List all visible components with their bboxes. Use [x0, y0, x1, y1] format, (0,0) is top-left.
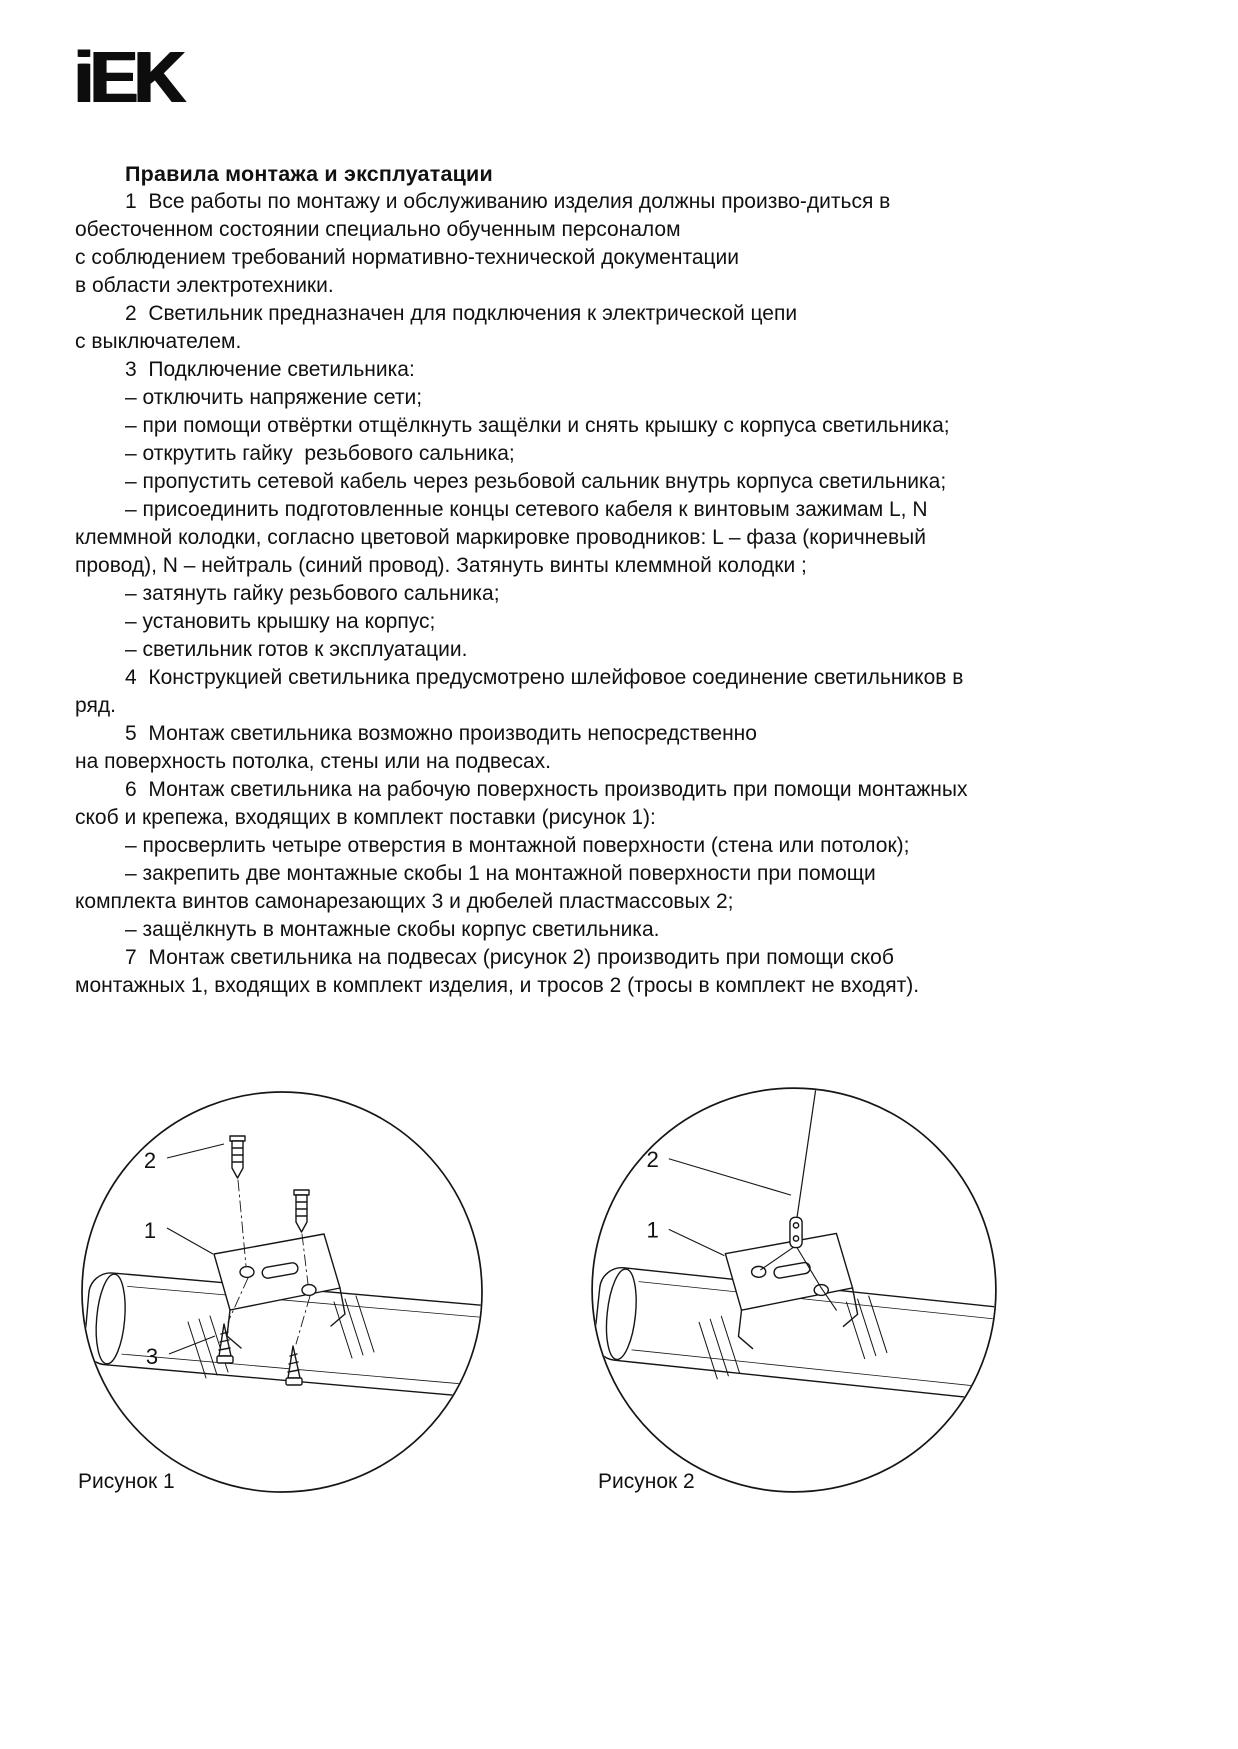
text-line: – отключить напряжение сети;: [125, 386, 423, 409]
text-line: скоб и крепежа, входящих в комплект поставки (рисунок 1):: [75, 806, 656, 829]
text-line: 5 Монтаж светильника возможно производить непосредственно: [125, 722, 757, 745]
figure-1-label-bracket: 1: [143, 1218, 157, 1243]
text-line: клеммной колодки, согласно цветовой маркировке проводников: L – фаза (коричневый: [75, 526, 926, 549]
text-line: обесточенном состоянии специально обученным персоналом: [75, 218, 681, 241]
text-line: в области электротехники.: [75, 274, 334, 297]
body-text: [75, 188, 1180, 1000]
figure-2-diagram: [582, 1078, 1006, 1502]
text-line: провод), N – нейтраль (синий провод). Затянуть винты клеммной колодки ;: [75, 554, 807, 577]
text-line: 3 Подключение светильника:: [125, 358, 415, 381]
text-line: – при помощи отвёртки отщёлкнуть защёлки и снять крышку с корпуса светильника;: [125, 414, 950, 437]
text-line: 7 Монтаж светильника на подвесах (рисунок 2) производить при помощи скоб: [125, 946, 894, 969]
text-line: с соблюдением требований нормативно-технической документации: [75, 246, 740, 269]
text-line: 1 Все работы по монтажу и обслуживанию изделия должны произво-диться в: [125, 190, 891, 213]
text-line: – установить крышку на корпус;: [125, 610, 436, 633]
text-line: – закрепить две монтажные скобы 1 на монтажной поверхности при помощи: [125, 862, 876, 885]
iek-logo: iEK: [74, 38, 183, 118]
text-line: – пропустить сетевой кабель через резьбовой сальник внутрь корпуса светильника;: [125, 470, 947, 493]
document-title: Правила монтажа и эксплуатации: [125, 162, 493, 186]
text-line: 6 Монтаж светильника на рабочую поверхность производить при помощи монтажных: [125, 778, 968, 801]
figure-1: [72, 1082, 492, 1507]
text-line: с выключателем.: [75, 330, 242, 353]
text-line: комплекта винтов самонарезающих 3 и дюбелей пластмассовых 2;: [75, 890, 734, 913]
text-line: ряд.: [75, 694, 116, 717]
figure-1-label-screw: 3: [145, 1344, 159, 1369]
text-line: – затянуть гайку резьбового сальника;: [125, 582, 500, 605]
figure-2-label-cable: 2: [646, 1146, 659, 1172]
figure-1-label-dowel: 2: [143, 1148, 157, 1173]
figure-2: [582, 1078, 1006, 1507]
figure-1-caption: Рисунок 1: [78, 1470, 175, 1493]
text-line: – присоединить подготовленные концы сетевого кабеля к винтовым зажимам L, N: [125, 498, 928, 521]
text-line: – защёлкнуть в монтажные скобы корпус светильника.: [125, 918, 660, 941]
figure-2-caption: Рисунок 2: [598, 1470, 695, 1493]
text-line: – открутить гайку резьбового сальника;: [125, 442, 515, 465]
text-line: 4 Конструкцией светильника предусмотрено шлейфовое соединение светильников в: [125, 666, 964, 689]
text-line: монтажных 1, входящих в комплект изделия, и тросов 2 (тросы в комплект не входят).: [75, 974, 920, 997]
document-body: [75, 160, 1180, 1000]
text-line: – просверлить четыре отверстия в монтажной поверхности (стена или потолок);: [125, 834, 910, 857]
text-line: – светильник готов к эксплуатации.: [125, 638, 468, 661]
text-line: на поверхность потолка, стены или на подвесах.: [75, 750, 552, 773]
text-line: 2 Светильник предназначен для подключения к электрической цепи: [125, 302, 798, 325]
figure-1-diagram: [72, 1082, 492, 1502]
figure-2-label-bracket: 1: [646, 1217, 659, 1243]
